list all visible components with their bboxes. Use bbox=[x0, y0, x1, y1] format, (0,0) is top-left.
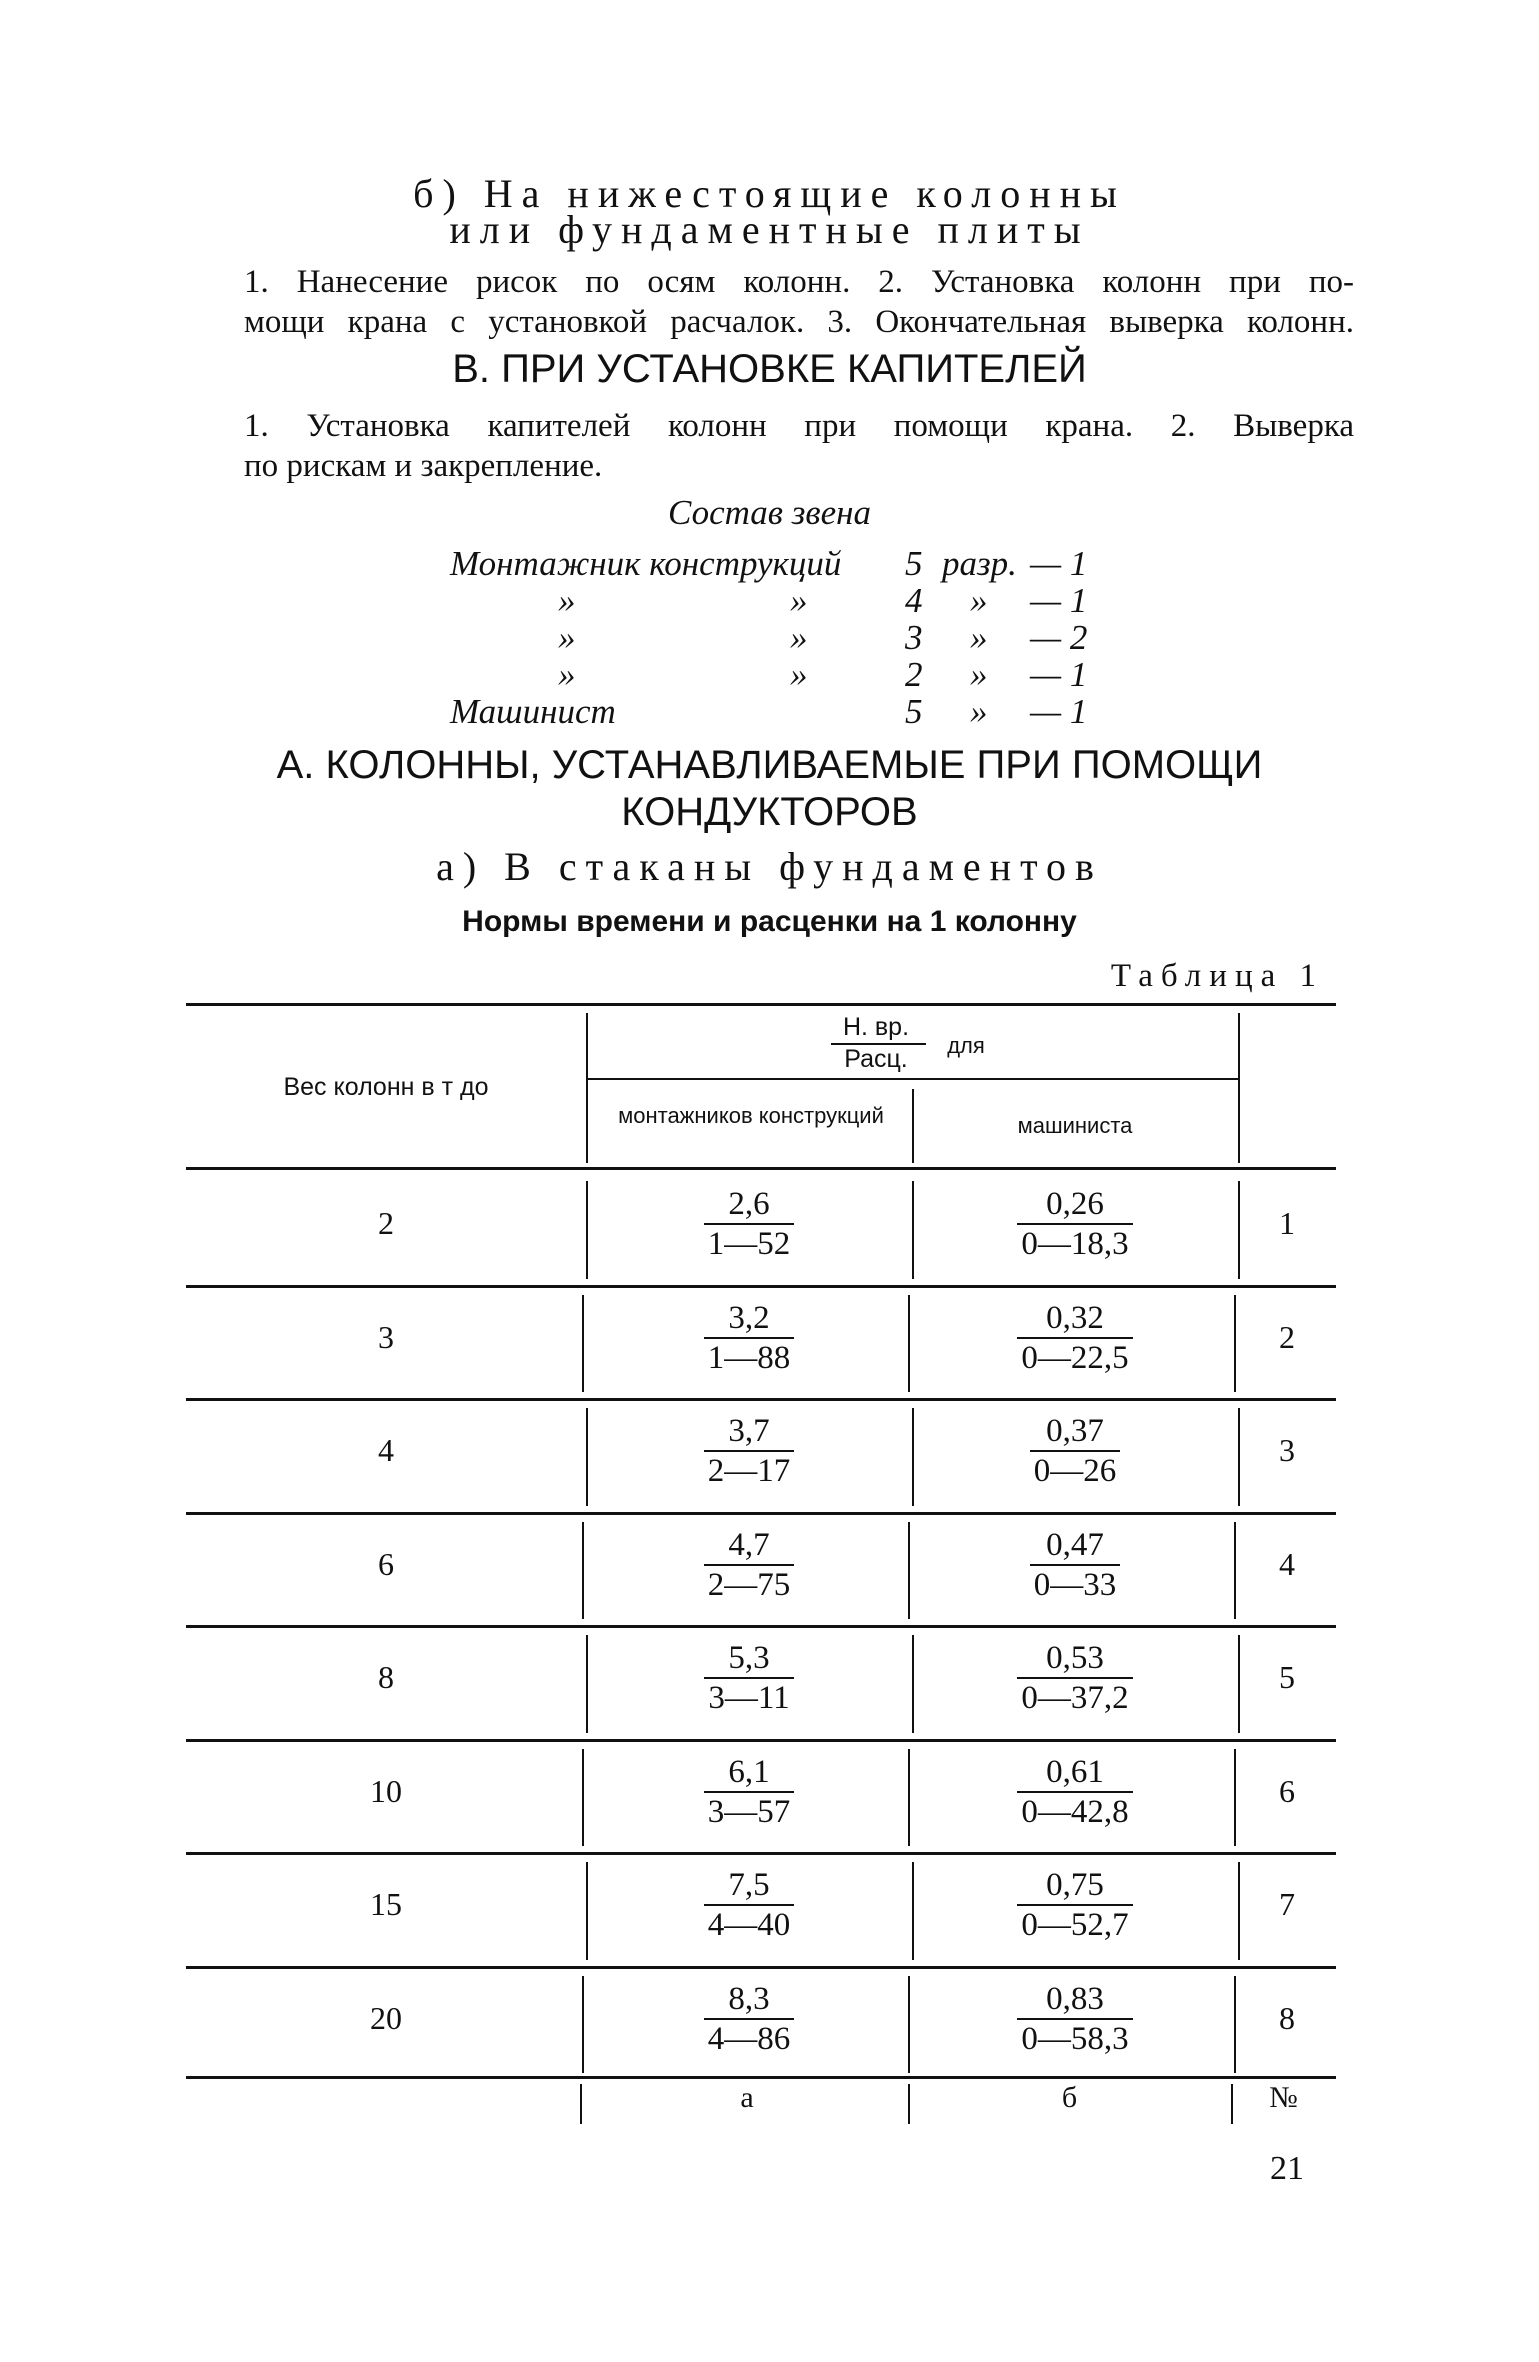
header-col-a: монтажников конструкций bbox=[618, 1103, 884, 1128]
cell-a-rate: 3—57 bbox=[704, 1791, 795, 1831]
crew-row-grade: 2 bbox=[905, 655, 923, 694]
crew-row-unit: » bbox=[970, 692, 988, 731]
cell-b-norm: 0,26 bbox=[1046, 1186, 1104, 1222]
cell-a-fraction bbox=[586, 1639, 912, 1717]
footer-col-b: б bbox=[1061, 2081, 1078, 2114]
cell-weight: 2 bbox=[378, 1205, 394, 1241]
crew-row bbox=[450, 619, 1130, 656]
table-divider bbox=[586, 1013, 588, 1163]
header-weight: Вес колонн в т до bbox=[283, 1073, 489, 1101]
crew-row-count: — 1 bbox=[1030, 544, 1088, 583]
cell-a-norm: 7,5 bbox=[728, 1867, 770, 1903]
crew-row-ditto: » bbox=[790, 618, 808, 657]
cell-a-norm: 4,7 bbox=[728, 1526, 770, 1563]
cell-weight: 10 bbox=[370, 1772, 402, 1809]
table-row bbox=[186, 1627, 1336, 1741]
cell-row-number: 5 bbox=[1279, 1659, 1295, 1695]
cell-a-fraction bbox=[586, 1526, 912, 1604]
cell-b-rate: 0—58,3 bbox=[1017, 2018, 1132, 2058]
cell-weight: 6 bbox=[378, 1545, 394, 1582]
cell-row-number: 3 bbox=[1279, 1432, 1295, 1468]
cell-b-rate: 0—52,7 bbox=[1017, 1904, 1132, 1944]
table-label: Таблица 1 bbox=[1110, 958, 1324, 994]
cell-a-fraction bbox=[586, 1753, 912, 1831]
cell-a-norm: 6,1 bbox=[728, 1753, 770, 1790]
section-v-paragraph bbox=[244, 406, 1354, 486]
cell-b-rate: 0—42,8 bbox=[1017, 1791, 1132, 1831]
crew-row-name: Машинист bbox=[450, 692, 616, 731]
crew-row-unit: » bbox=[970, 618, 988, 657]
cell-b-fraction bbox=[912, 1866, 1238, 1944]
table-row bbox=[186, 1741, 1336, 1855]
cell-row-number: 4 bbox=[1279, 1545, 1295, 1582]
crew-row-grade: 5 bbox=[905, 692, 923, 731]
header-norm-den: Расц. bbox=[844, 1045, 908, 1073]
section-b-text-line2: мощи крана с установкой расчалок. 3. Окончательная выверка колонн. bbox=[244, 304, 1354, 340]
crew-row-grade: 4 bbox=[905, 581, 923, 620]
crew-row bbox=[450, 693, 1130, 730]
norms-title: Нормы времени и расценки на 1 колонну bbox=[462, 905, 1077, 938]
cell-a-rate: 1—88 bbox=[704, 1337, 795, 1377]
table-top-border bbox=[186, 1003, 1336, 1006]
cell-b-fraction bbox=[912, 1980, 1238, 2058]
cell-a-fraction bbox=[586, 1866, 912, 1944]
cell-b-rate: 0—22,5 bbox=[1017, 1337, 1132, 1377]
cell-a-norm: 3,7 bbox=[728, 1413, 770, 1449]
crew-row-count: — 2 bbox=[1030, 618, 1088, 657]
crew-row-name: » bbox=[558, 581, 576, 620]
crew-title: Состав звена bbox=[667, 493, 871, 532]
cell-row-number: 2 bbox=[1279, 1318, 1295, 1355]
cell-b-norm: 0,61 bbox=[1046, 1753, 1104, 1790]
cell-b-rate: 0—33 bbox=[1030, 1564, 1121, 1604]
cell-b-fraction bbox=[912, 1526, 1238, 1604]
cell-weight: 8 bbox=[378, 1659, 394, 1695]
section-a-heading-line1: А. КОЛОННЫ, УСТАНАВЛИВАЕМЫЕ ПРИ ПОМОЩИ bbox=[276, 743, 1263, 787]
cell-b-norm: 0,53 bbox=[1046, 1640, 1104, 1676]
cell-a-rate: 4—40 bbox=[704, 1904, 795, 1944]
section-b-title-line1: б) На нижестоящие колонны bbox=[413, 171, 1126, 216]
cell-b-fraction bbox=[912, 1639, 1238, 1717]
cell-b-rate: 0—26 bbox=[1030, 1450, 1121, 1490]
table-divider bbox=[1238, 1013, 1240, 1163]
table-row bbox=[186, 1854, 1336, 1968]
crew-row-unit: » bbox=[970, 581, 988, 620]
cell-weight: 4 bbox=[378, 1432, 394, 1468]
cell-a-rate: 4—86 bbox=[704, 2018, 795, 2058]
crew-row-count: — 1 bbox=[1030, 655, 1088, 694]
cell-a-fraction bbox=[586, 1185, 912, 1263]
crew-list bbox=[450, 545, 1130, 730]
cell-a-fraction bbox=[586, 1299, 912, 1377]
header-col-b: машиниста bbox=[1017, 1113, 1133, 1138]
table-header-bottom bbox=[186, 1167, 1336, 1170]
crew-row-grade: 5 bbox=[905, 544, 923, 583]
table-divider bbox=[580, 2084, 582, 2124]
section-a-subtitle: а) В стаканы фундаментов bbox=[436, 844, 1103, 889]
cell-a-norm: 8,3 bbox=[728, 1980, 770, 2017]
table-row bbox=[186, 1173, 1336, 1287]
crew-row-ditto: » bbox=[790, 655, 808, 694]
cell-b-fraction bbox=[912, 1753, 1238, 1831]
table-row bbox=[186, 1968, 1336, 2082]
header-norm-for: для bbox=[947, 1033, 985, 1058]
crew-row-ditto: » bbox=[790, 581, 808, 620]
section-b-title-line2: или фундаментные плиты bbox=[449, 207, 1090, 252]
crew-row-name: » bbox=[558, 618, 576, 657]
cell-row-number: 7 bbox=[1279, 1886, 1295, 1922]
cell-weight: 15 bbox=[370, 1886, 402, 1922]
section-a-heading-line2: КОНДУКТОРОВ bbox=[621, 790, 918, 834]
crew-row-name: Монтажник конструкций bbox=[450, 544, 842, 583]
section-b-text-line1: 1. Нанесение рисок по осям колонн. 2. Установка колонн при по- bbox=[244, 264, 1354, 300]
cell-a-rate: 2—17 bbox=[704, 1450, 795, 1490]
section-v-text-line1: 1. Установка капителей колонн при помощи крана. 2. Выверка bbox=[244, 408, 1354, 444]
table-row bbox=[186, 1287, 1336, 1401]
crew-row bbox=[450, 582, 1130, 619]
cell-b-rate: 0—37,2 bbox=[1017, 1677, 1132, 1717]
cell-b-norm: 0,32 bbox=[1046, 1299, 1104, 1336]
crew-row bbox=[450, 545, 1130, 582]
cell-b-fraction bbox=[912, 1299, 1238, 1377]
cell-b-norm: 0,75 bbox=[1046, 1867, 1104, 1903]
table-header-split bbox=[586, 1078, 1240, 1080]
cell-a-rate: 3—11 bbox=[704, 1677, 793, 1717]
footer-col-no: № bbox=[1269, 2081, 1298, 2114]
crew-row bbox=[450, 656, 1130, 693]
crew-row-unit: разр. bbox=[942, 544, 1017, 583]
cell-b-fraction bbox=[912, 1185, 1238, 1263]
cell-a-fraction bbox=[586, 1980, 912, 2058]
header-norm-num: Н. вр. bbox=[842, 1013, 910, 1041]
footer-col-a: а bbox=[740, 2081, 754, 2114]
cell-a-norm: 5,3 bbox=[728, 1640, 770, 1676]
crew-row-unit: » bbox=[970, 655, 988, 694]
table-bottom-border bbox=[186, 2076, 1336, 2079]
cell-a-rate: 1—52 bbox=[704, 1223, 795, 1263]
page-number: 21 bbox=[1270, 2150, 1304, 2187]
cell-b-norm: 0,37 bbox=[1046, 1413, 1104, 1449]
cell-b-norm: 0,47 bbox=[1046, 1526, 1104, 1563]
cell-a-norm: 3,2 bbox=[728, 1299, 770, 1336]
cell-a-fraction bbox=[586, 1412, 912, 1490]
cell-a-rate: 2—75 bbox=[704, 1564, 795, 1604]
section-v-heading: В. ПРИ УСТАНОВКЕ КАПИТЕЛЕЙ bbox=[452, 347, 1087, 391]
crew-row-count: — 1 bbox=[1030, 581, 1088, 620]
cell-b-rate: 0—18,3 bbox=[1017, 1223, 1132, 1263]
section-v-text-line2: по рискам и закрепление. bbox=[244, 448, 603, 484]
cell-b-norm: 0,83 bbox=[1046, 1980, 1104, 2017]
crew-row-grade: 3 bbox=[905, 618, 923, 657]
section-b-paragraph bbox=[244, 262, 1354, 342]
cell-row-number: 6 bbox=[1279, 1772, 1295, 1809]
cell-weight: 20 bbox=[370, 1999, 402, 2036]
crew-row-name: » bbox=[558, 655, 576, 694]
cell-a-norm: 2,6 bbox=[728, 1186, 770, 1222]
cell-weight: 3 bbox=[378, 1318, 394, 1355]
table-row bbox=[186, 1514, 1336, 1628]
cell-row-number: 1 bbox=[1279, 1205, 1295, 1241]
table-row bbox=[186, 1400, 1336, 1514]
cell-row-number: 8 bbox=[1279, 1999, 1295, 2036]
crew-row-count: — 1 bbox=[1030, 692, 1088, 731]
cell-b-fraction bbox=[912, 1412, 1238, 1490]
